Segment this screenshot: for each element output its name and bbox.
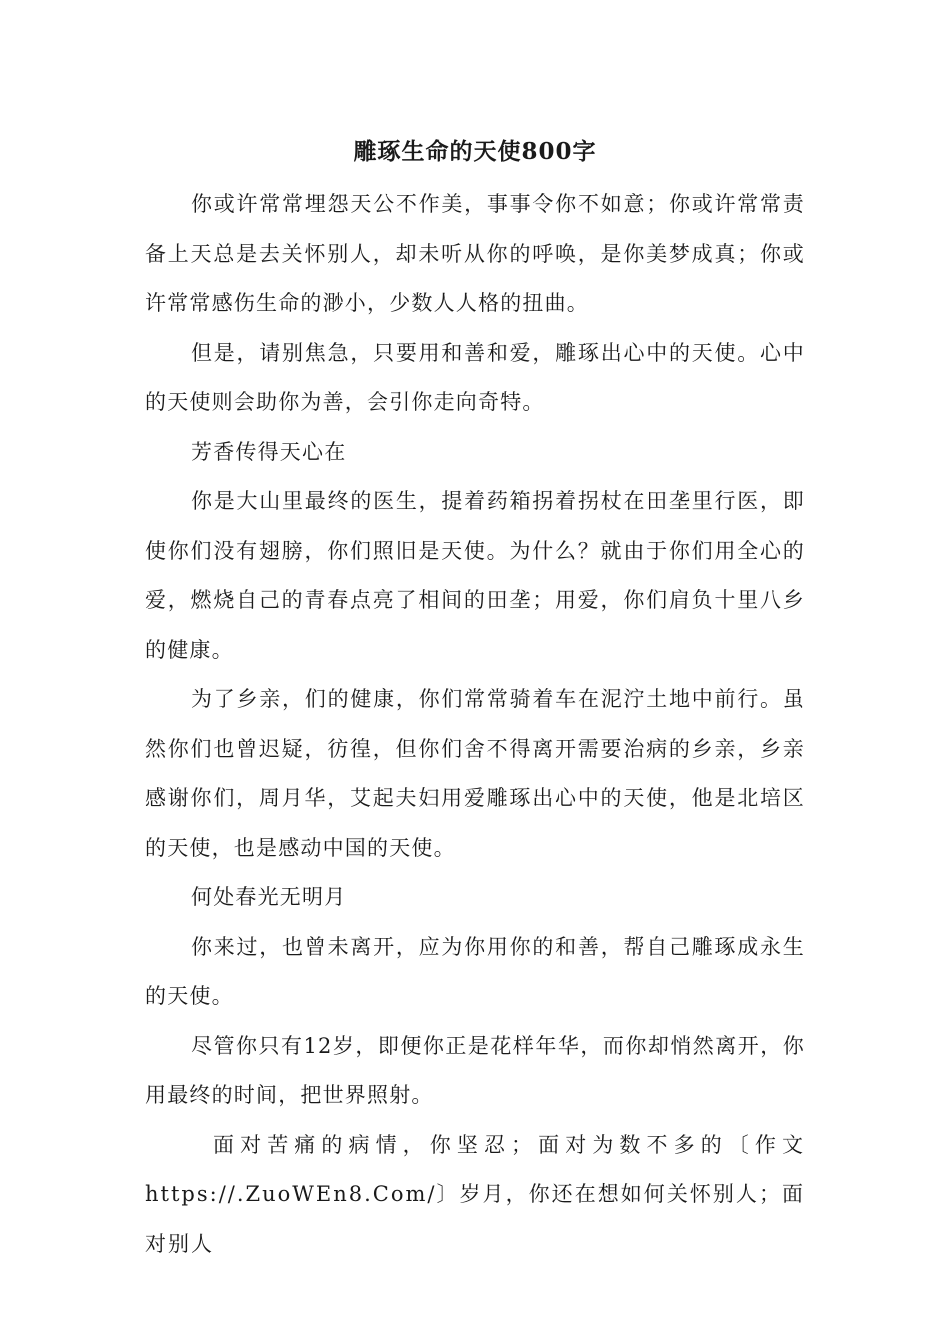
paragraph: 你来过，也曾未离开，应为你用你的和善，帮自己雕琢成永生的天使。: [145, 934, 805, 1008]
document-title: 雕琢生命的天使800字: [353, 138, 597, 165]
section-heading: 芳香传得天心在: [191, 439, 347, 464]
document-page: [145, 132, 805, 1269]
paragraph: 你是大山里最终的医生，提着药箱拐着拐杖在田垄里行医，即使你们没有翅膀，你们照旧是天使。为什么？就由于你们用全心的爱，燃烧自己的青春点亮了相间的田垄；用爱，你们肩负十里八乡的健康。: [145, 489, 805, 662]
section-heading: 何处春光无明月: [191, 885, 347, 909]
paragraph: 但是，请别焦急，只要用和善和爱，雕琢出心中的天使。心中的天使则会助你为善，会引你走向奇特。: [145, 340, 805, 414]
paragraph: 面对苦痛的病情，你坚忍；面对为数不多的〔作文https://.ZuoWEn8.Com/〕岁月，你还在想如何关怀别人；面对别人: [145, 1132, 805, 1256]
paragraph: 你或许常常埋怨天公不作美，事事令你不如意；你或许常常责备上天总是去关怀别人，却未听从你的呼唤，是你美梦成真；你或许常常感伤生命的渺小，少数人人格的扭曲。: [145, 192, 805, 315]
paragraph: 为了乡亲，们的健康，你们常常骑着车在泥泞土地中前行。虽然你们也曾迟疑，彷徨，但你们舍不得离开需要治病的乡亲，乡亲感谢你们，周月华，艾起夫妇用爱雕琢出心中的天使，他是北培区的天使，也是感动中国的天使。: [145, 687, 805, 860]
paragraph: 尽管你只有12岁，即便你正是花样年华，而你却悄然离开，你用最终的时间，把世界照射。: [145, 1033, 805, 1107]
